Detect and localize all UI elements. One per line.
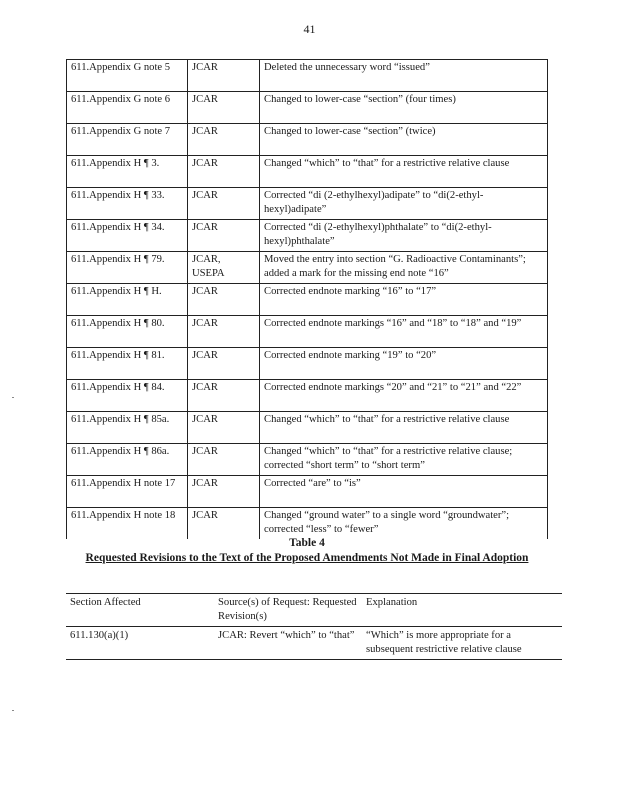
revision-cell: Changed to lower-case “section” (four times) xyxy=(260,92,548,124)
section-cell: 611.130(a)(1) xyxy=(66,627,214,660)
source-cell: JCAR xyxy=(188,188,260,220)
table-header-row xyxy=(66,594,562,627)
section-cell: 611.Appendix H ¶ 79. xyxy=(67,252,188,284)
table-row xyxy=(67,156,548,188)
revision-cell: Deleted the unnecessary word “issued” xyxy=(260,60,548,92)
source-cell: JCAR, USEPA xyxy=(188,252,260,284)
header-source: Source(s) of Request: Requested Revision(s) xyxy=(214,594,362,627)
revision-cell: Corrected endnote markings “20” and “21” to “21” and “22” xyxy=(260,380,548,412)
table-row xyxy=(67,92,548,124)
table-row xyxy=(67,252,548,284)
source-cell: JCAR xyxy=(188,444,260,476)
source-cell: JCAR xyxy=(188,380,260,412)
source-cell: JCAR: Revert “which” to “that” xyxy=(214,627,362,660)
source-cell: JCAR xyxy=(188,412,260,444)
section-cell: 611.Appendix H ¶ 3. xyxy=(67,156,188,188)
table-row xyxy=(67,508,548,540)
table-row xyxy=(67,284,548,316)
revision-cell: Changed “ground water” to a single word “groundwater”; corrected “less” to “fewer” xyxy=(260,508,548,540)
table-row xyxy=(67,444,548,476)
section-cell: 611.Appendix H ¶ 80. xyxy=(67,316,188,348)
scan-speck xyxy=(12,397,14,398)
table-row xyxy=(67,60,548,92)
revision-cell: Corrected endnote markings “16” and “18” to “18” and “19” xyxy=(260,316,548,348)
section-cell: 611.Appendix G note 6 xyxy=(67,92,188,124)
source-cell: JCAR xyxy=(188,316,260,348)
section-cell: 611.Appendix H note 17 xyxy=(67,476,188,508)
source-cell: JCAR xyxy=(188,124,260,156)
table-row xyxy=(67,348,548,380)
source-cell: JCAR xyxy=(188,60,260,92)
revision-cell: Corrected “di (2-ethylhexyl)phthalate” to “di(2-ethyl-hexyl)phthalate” xyxy=(260,220,548,252)
header-section-affected: Section Affected xyxy=(66,594,214,627)
section-cell: 611.Appendix H note 18 xyxy=(67,508,188,540)
table-4-title: Requested Revisions to the Text of the Proposed Amendments Not Made in Final Adoption xyxy=(85,552,529,564)
table-row xyxy=(67,316,548,348)
section-cell: 611.Appendix H ¶ 34. xyxy=(67,220,188,252)
revision-cell: Moved the entry into section “G. Radioactive Contaminants”; added a mark for the missing end note “16” xyxy=(260,252,548,284)
source-cell: JCAR xyxy=(188,284,260,316)
explanation-cell: “Which” is more appropriate for a subsequent restrictive relative clause xyxy=(362,627,562,660)
section-cell: 611.Appendix G note 7 xyxy=(67,124,188,156)
source-cell: JCAR xyxy=(188,476,260,508)
page-number: 41 xyxy=(303,22,316,36)
revision-cell: Changed to lower-case “section” (twice) xyxy=(260,124,548,156)
table-4-label: Table 4 xyxy=(289,537,325,549)
table-4-caption xyxy=(66,536,548,566)
section-cell: 611.Appendix H ¶ 33. xyxy=(67,188,188,220)
revision-cell: Changed “which” to “that” for a restrictive relative clause xyxy=(260,412,548,444)
source-cell: JCAR xyxy=(188,348,260,380)
source-cell: JCAR xyxy=(188,156,260,188)
table-row xyxy=(67,188,548,220)
revisions-made-table xyxy=(66,59,548,539)
section-cell: 611.Appendix G note 5 xyxy=(67,60,188,92)
revision-cell: Corrected endnote marking “19” to “20” xyxy=(260,348,548,380)
revision-cell: Changed “which” to “that” for a restrictive relative clause xyxy=(260,156,548,188)
source-cell: JCAR xyxy=(188,508,260,540)
table-row xyxy=(67,124,548,156)
revision-cell: Corrected “are” to “is” xyxy=(260,476,548,508)
table-row xyxy=(67,476,548,508)
scan-speck xyxy=(12,710,14,711)
section-cell: 611.Appendix H ¶ 81. xyxy=(67,348,188,380)
table-row xyxy=(67,380,548,412)
revision-cell: Corrected “di (2-ethylhexyl)adipate” to “di(2-ethyl-hexyl)adipate” xyxy=(260,188,548,220)
header-explanation: Explanation xyxy=(362,594,562,627)
table-row xyxy=(67,220,548,252)
section-cell: 611.Appendix H ¶ H. xyxy=(67,284,188,316)
source-cell: JCAR xyxy=(188,92,260,124)
table-row xyxy=(67,412,548,444)
revisions-not-made-table xyxy=(66,593,562,660)
table-row xyxy=(66,627,562,660)
source-cell: JCAR xyxy=(188,220,260,252)
revision-cell: Changed “which” to “that” for a restrictive relative clause; corrected “short term” to “short term” xyxy=(260,444,548,476)
section-cell: 611.Appendix H ¶ 86a. xyxy=(67,444,188,476)
section-cell: 611.Appendix H ¶ 85a. xyxy=(67,412,188,444)
revision-cell: Corrected endnote marking “16” to “17” xyxy=(260,284,548,316)
section-cell: 611.Appendix H ¶ 84. xyxy=(67,380,188,412)
